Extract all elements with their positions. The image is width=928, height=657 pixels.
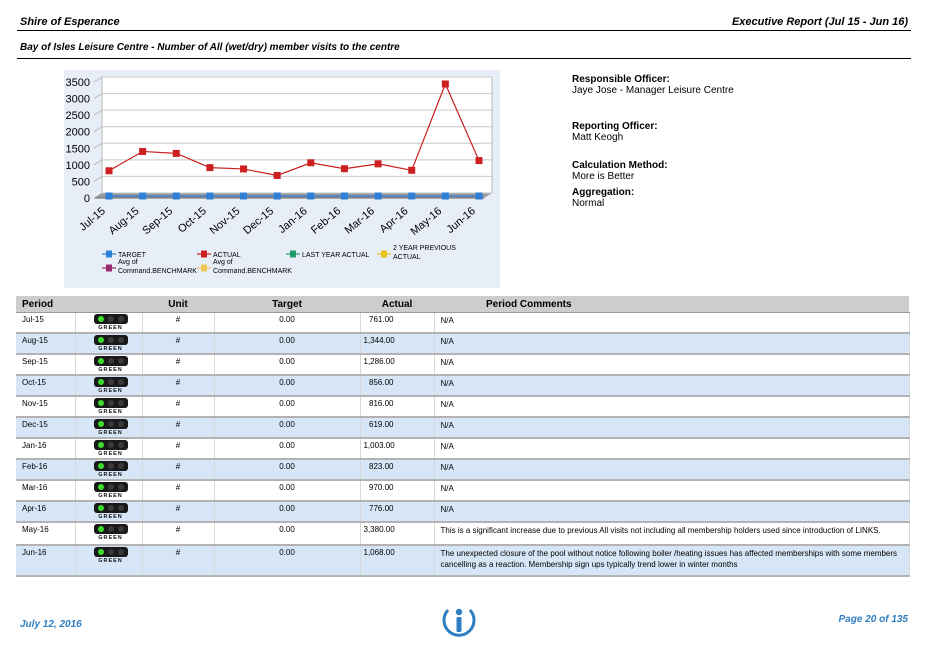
status-header <box>75 296 142 313</box>
comment-cell: The unexpected closure of the pool without notice following boiler /heating issues has affected memberships with some members cancelling as a reaction. Membership sign ups typically trend lower in winter months <box>434 545 909 576</box>
footer-date: July 12, 2016 <box>20 619 82 630</box>
traffic-light-icon <box>94 524 130 542</box>
info-logo-icon <box>440 604 478 643</box>
status-cell <box>75 333 142 354</box>
data-point-actual <box>274 172 281 179</box>
actual-cell: 776.00 <box>360 501 434 522</box>
target-cell: 0.00 <box>214 522 360 545</box>
table-row <box>16 396 909 417</box>
unit-cell: # <box>142 545 214 576</box>
status-label: GREEN <box>98 472 123 478</box>
data-point-actual <box>408 167 415 174</box>
comments-header: Period Comments <box>434 296 909 313</box>
legend-label: Avg of <box>118 259 138 266</box>
period-cell: Oct-15 <box>16 375 75 396</box>
legend-label: ACTUAL <box>213 252 241 259</box>
legend-swatch <box>106 265 112 272</box>
actual-cell: 761.00 <box>360 313 434 334</box>
data-point-target <box>442 193 449 200</box>
data-point-actual <box>341 165 348 172</box>
status-cell <box>75 396 142 417</box>
actual-cell: 816.00 <box>360 396 434 417</box>
table-row <box>16 501 909 522</box>
traffic-light-icon <box>94 440 130 458</box>
table-row <box>16 545 909 576</box>
period-cell: Jul-15 <box>16 313 75 334</box>
status-label: GREEN <box>98 493 123 499</box>
data-point-target <box>139 193 146 200</box>
table-row <box>16 459 909 480</box>
status-cell <box>75 375 142 396</box>
status-label: GREEN <box>98 535 123 541</box>
data-point-actual <box>106 167 113 174</box>
status-cell <box>75 417 142 438</box>
subtitle-divider <box>17 58 911 59</box>
y-tick-label: 1500 <box>65 143 90 156</box>
aggregation <box>572 187 634 209</box>
status-cell <box>75 354 142 375</box>
results-table <box>16 296 910 577</box>
period-header: Period <box>16 296 75 313</box>
period-cell: Nov-15 <box>16 396 75 417</box>
actual-cell: 970.00 <box>360 480 434 501</box>
measure-title: Bay of Isles Leisure Centre - Number of All (wet/dry) member visits to the centre <box>20 42 400 53</box>
comment-cell: N/A <box>434 480 909 501</box>
status-label: GREEN <box>98 409 123 415</box>
reporting-officer-value: Matt Keogh <box>572 132 624 143</box>
unit-cell: # <box>142 417 214 438</box>
period-cell: Sep-15 <box>16 354 75 375</box>
target-cell: 0.00 <box>214 480 360 501</box>
x-tick-label: Jul-15 <box>77 205 108 234</box>
period-cell: Feb-16 <box>16 459 75 480</box>
chart-panel <box>64 70 500 288</box>
status-label: GREEN <box>98 514 123 520</box>
status-label: GREEN <box>98 346 123 352</box>
table-row <box>16 438 909 459</box>
period-cell: Jan-16 <box>16 438 75 459</box>
period-cell: Aug-15 <box>16 333 75 354</box>
comment-cell: N/A <box>434 417 909 438</box>
actual-cell: 1,068.00 <box>360 545 434 576</box>
y-tick-label: 1000 <box>65 159 90 172</box>
calculation-method-label: Calculation Method: <box>572 160 668 171</box>
data-point-actual <box>206 164 213 171</box>
legend-label: ACTUAL <box>393 254 421 261</box>
traffic-light-icon <box>94 503 130 521</box>
unit-cell: # <box>142 438 214 459</box>
x-tick-label: Mar-16 <box>342 205 378 237</box>
data-point-actual <box>173 150 180 157</box>
table-row <box>16 522 909 545</box>
legend-label: LAST YEAR ACTUAL <box>302 252 370 259</box>
traffic-light-icon <box>94 377 130 395</box>
actual-cell: 3,380.00 <box>360 522 434 545</box>
legend-swatch <box>201 265 207 272</box>
x-tick-label: Nov-15 <box>207 205 243 238</box>
table-header-row <box>16 296 909 313</box>
header-divider <box>17 30 911 31</box>
x-tick-label: Jan-16 <box>276 205 310 236</box>
legend-swatch <box>381 251 387 258</box>
comment-cell: N/A <box>434 396 909 417</box>
x-tick-label: Dec-15 <box>241 205 277 238</box>
traffic-light-icon <box>94 314 130 332</box>
comment-cell: N/A <box>434 459 909 480</box>
comment-cell: N/A <box>434 438 909 459</box>
data-point-target <box>375 193 382 200</box>
target-cell: 0.00 <box>214 333 360 354</box>
comment-cell: This is a significant increase due to previous All visits not including all membership holders used since introduction of LINKS. <box>434 522 909 545</box>
actual-cell: 823.00 <box>360 459 434 480</box>
line-chart <box>64 70 500 288</box>
unit-cell: # <box>142 396 214 417</box>
x-tick-label: Jun-16 <box>444 205 478 236</box>
traffic-light-icon <box>94 398 130 416</box>
unit-cell: # <box>142 459 214 480</box>
responsible-officer <box>572 74 734 96</box>
status-cell <box>75 459 142 480</box>
traffic-light-icon <box>94 461 130 479</box>
x-tick-label: Feb-16 <box>308 205 344 237</box>
data-point-actual <box>139 148 146 155</box>
data-point-target <box>341 193 348 200</box>
y-tick-label: 3500 <box>65 77 90 89</box>
calculation-method-value: More is Better <box>572 171 635 182</box>
y-tick-label: 500 <box>71 176 90 189</box>
target-header: Target <box>214 296 360 313</box>
period-cell: May-16 <box>16 522 75 545</box>
comment-cell: N/A <box>434 354 909 375</box>
unit-cell: # <box>142 501 214 522</box>
data-point-target <box>240 193 247 200</box>
grid-line-diagonal <box>94 77 102 82</box>
table-row <box>16 333 909 354</box>
data-point-actual <box>240 165 247 172</box>
status-cell <box>75 501 142 522</box>
target-cell: 0.00 <box>214 438 360 459</box>
period-cell: Dec-15 <box>16 417 75 438</box>
legend-swatch <box>290 251 296 258</box>
grid-line-diagonal <box>94 176 102 181</box>
grid-line-diagonal <box>94 127 102 132</box>
target-cell: 0.00 <box>214 417 360 438</box>
status-label: GREEN <box>98 388 123 394</box>
legend-label: TARGET <box>118 252 146 259</box>
x-tick-label: Aug-15 <box>106 205 142 238</box>
data-point-target <box>408 193 415 200</box>
page-number: Page 20 of 135 <box>838 614 908 625</box>
table-row <box>16 480 909 501</box>
period-cell: Jun-16 <box>16 545 75 576</box>
y-tick-label: 0 <box>83 193 90 205</box>
target-cell: 0.00 <box>214 354 360 375</box>
aggregation-value: Normal <box>572 198 605 209</box>
target-cell: 0.00 <box>214 459 360 480</box>
unit-header: Unit <box>142 296 214 313</box>
target-cell: 0.00 <box>214 375 360 396</box>
traffic-light-icon <box>94 335 130 353</box>
actual-cell: 619.00 <box>360 417 434 438</box>
data-point-target <box>476 193 483 200</box>
unit-cell: # <box>142 354 214 375</box>
actual-cell: 1,344.00 <box>360 333 434 354</box>
data-point-target <box>307 193 314 200</box>
status-label: GREEN <box>98 367 123 373</box>
calculation-method <box>572 160 668 182</box>
legend-swatch <box>201 251 207 258</box>
plot-area <box>102 77 492 193</box>
status-label: GREEN <box>98 558 123 564</box>
period-cell: Apr-16 <box>16 501 75 522</box>
status-cell <box>75 545 142 576</box>
target-cell: 0.00 <box>214 501 360 522</box>
status-cell <box>75 313 142 334</box>
data-point-target <box>274 193 281 200</box>
data-point-target <box>206 193 213 200</box>
data-point-target <box>173 193 180 200</box>
comment-cell: N/A <box>434 501 909 522</box>
target-cell: 0.00 <box>214 313 360 334</box>
unit-cell: # <box>142 375 214 396</box>
x-tick-label: Apr-16 <box>377 205 411 236</box>
comment-cell: N/A <box>434 375 909 396</box>
legend-label: Avg of <box>213 259 233 266</box>
grid-line-diagonal <box>94 160 102 165</box>
legend-label: Command.BENCHMARK <box>213 268 292 275</box>
x-tick-label: May-16 <box>408 205 445 238</box>
status-cell <box>75 480 142 501</box>
target-cell: 0.00 <box>214 545 360 576</box>
status-label: GREEN <box>98 430 123 436</box>
actual-cell: 856.00 <box>360 375 434 396</box>
x-tick-label: Sep-15 <box>140 205 176 238</box>
x-tick-label: Oct-15 <box>175 205 209 236</box>
period-cell: Mar-16 <box>16 480 75 501</box>
actual-cell: 1,003.00 <box>360 438 434 459</box>
unit-cell: # <box>142 522 214 545</box>
table-row <box>16 375 909 396</box>
status-cell <box>75 438 142 459</box>
reporting-officer-label: Reporting Officer: <box>572 121 658 132</box>
table-row <box>16 313 909 334</box>
traffic-light-icon <box>94 547 130 565</box>
target-cell: 0.00 <box>214 396 360 417</box>
status-label: GREEN <box>98 451 123 457</box>
responsible-officer-value: Jaye Jose - Manager Leisure Centre <box>572 85 734 96</box>
traffic-light-icon <box>94 356 130 374</box>
grid-line-diagonal <box>94 143 102 148</box>
report-title: Executive Report (Jul 15 - Jun 16) <box>731 16 908 28</box>
comment-cell: N/A <box>434 333 909 354</box>
traffic-light-icon <box>94 419 130 437</box>
data-point-actual <box>375 160 382 167</box>
status-cell <box>75 522 142 545</box>
table-row <box>16 354 909 375</box>
y-tick-label: 2000 <box>65 126 90 139</box>
data-point-actual <box>307 159 314 166</box>
aggregation-label: Aggregation: <box>572 187 635 198</box>
status-label: GREEN <box>98 325 123 331</box>
comment-cell: N/A <box>434 313 909 334</box>
data-point-actual <box>476 157 483 164</box>
unit-cell: # <box>142 333 214 354</box>
grid-line-diagonal <box>94 94 102 99</box>
y-tick-label: 2500 <box>65 110 90 123</box>
table-row <box>16 417 909 438</box>
actual-cell: 1,286.00 <box>360 354 434 375</box>
actual-header: Actual <box>360 296 434 313</box>
unit-cell: # <box>142 313 214 334</box>
legend-swatch <box>106 251 112 258</box>
legend-label: Command.BENCHMARK <box>118 268 197 275</box>
legend-label: 2 YEAR PREVIOUS <box>393 245 456 252</box>
organisation-name: Shire of Esperance <box>20 16 120 28</box>
unit-cell: # <box>142 480 214 501</box>
responsible-officer-label: Responsible Officer: <box>572 74 670 85</box>
y-tick-label: 3000 <box>65 93 90 106</box>
data-point-target <box>106 193 113 200</box>
traffic-light-icon <box>94 482 130 500</box>
data-point-actual <box>442 80 449 87</box>
grid-line-diagonal <box>94 110 102 115</box>
reporting-officer <box>572 121 658 143</box>
